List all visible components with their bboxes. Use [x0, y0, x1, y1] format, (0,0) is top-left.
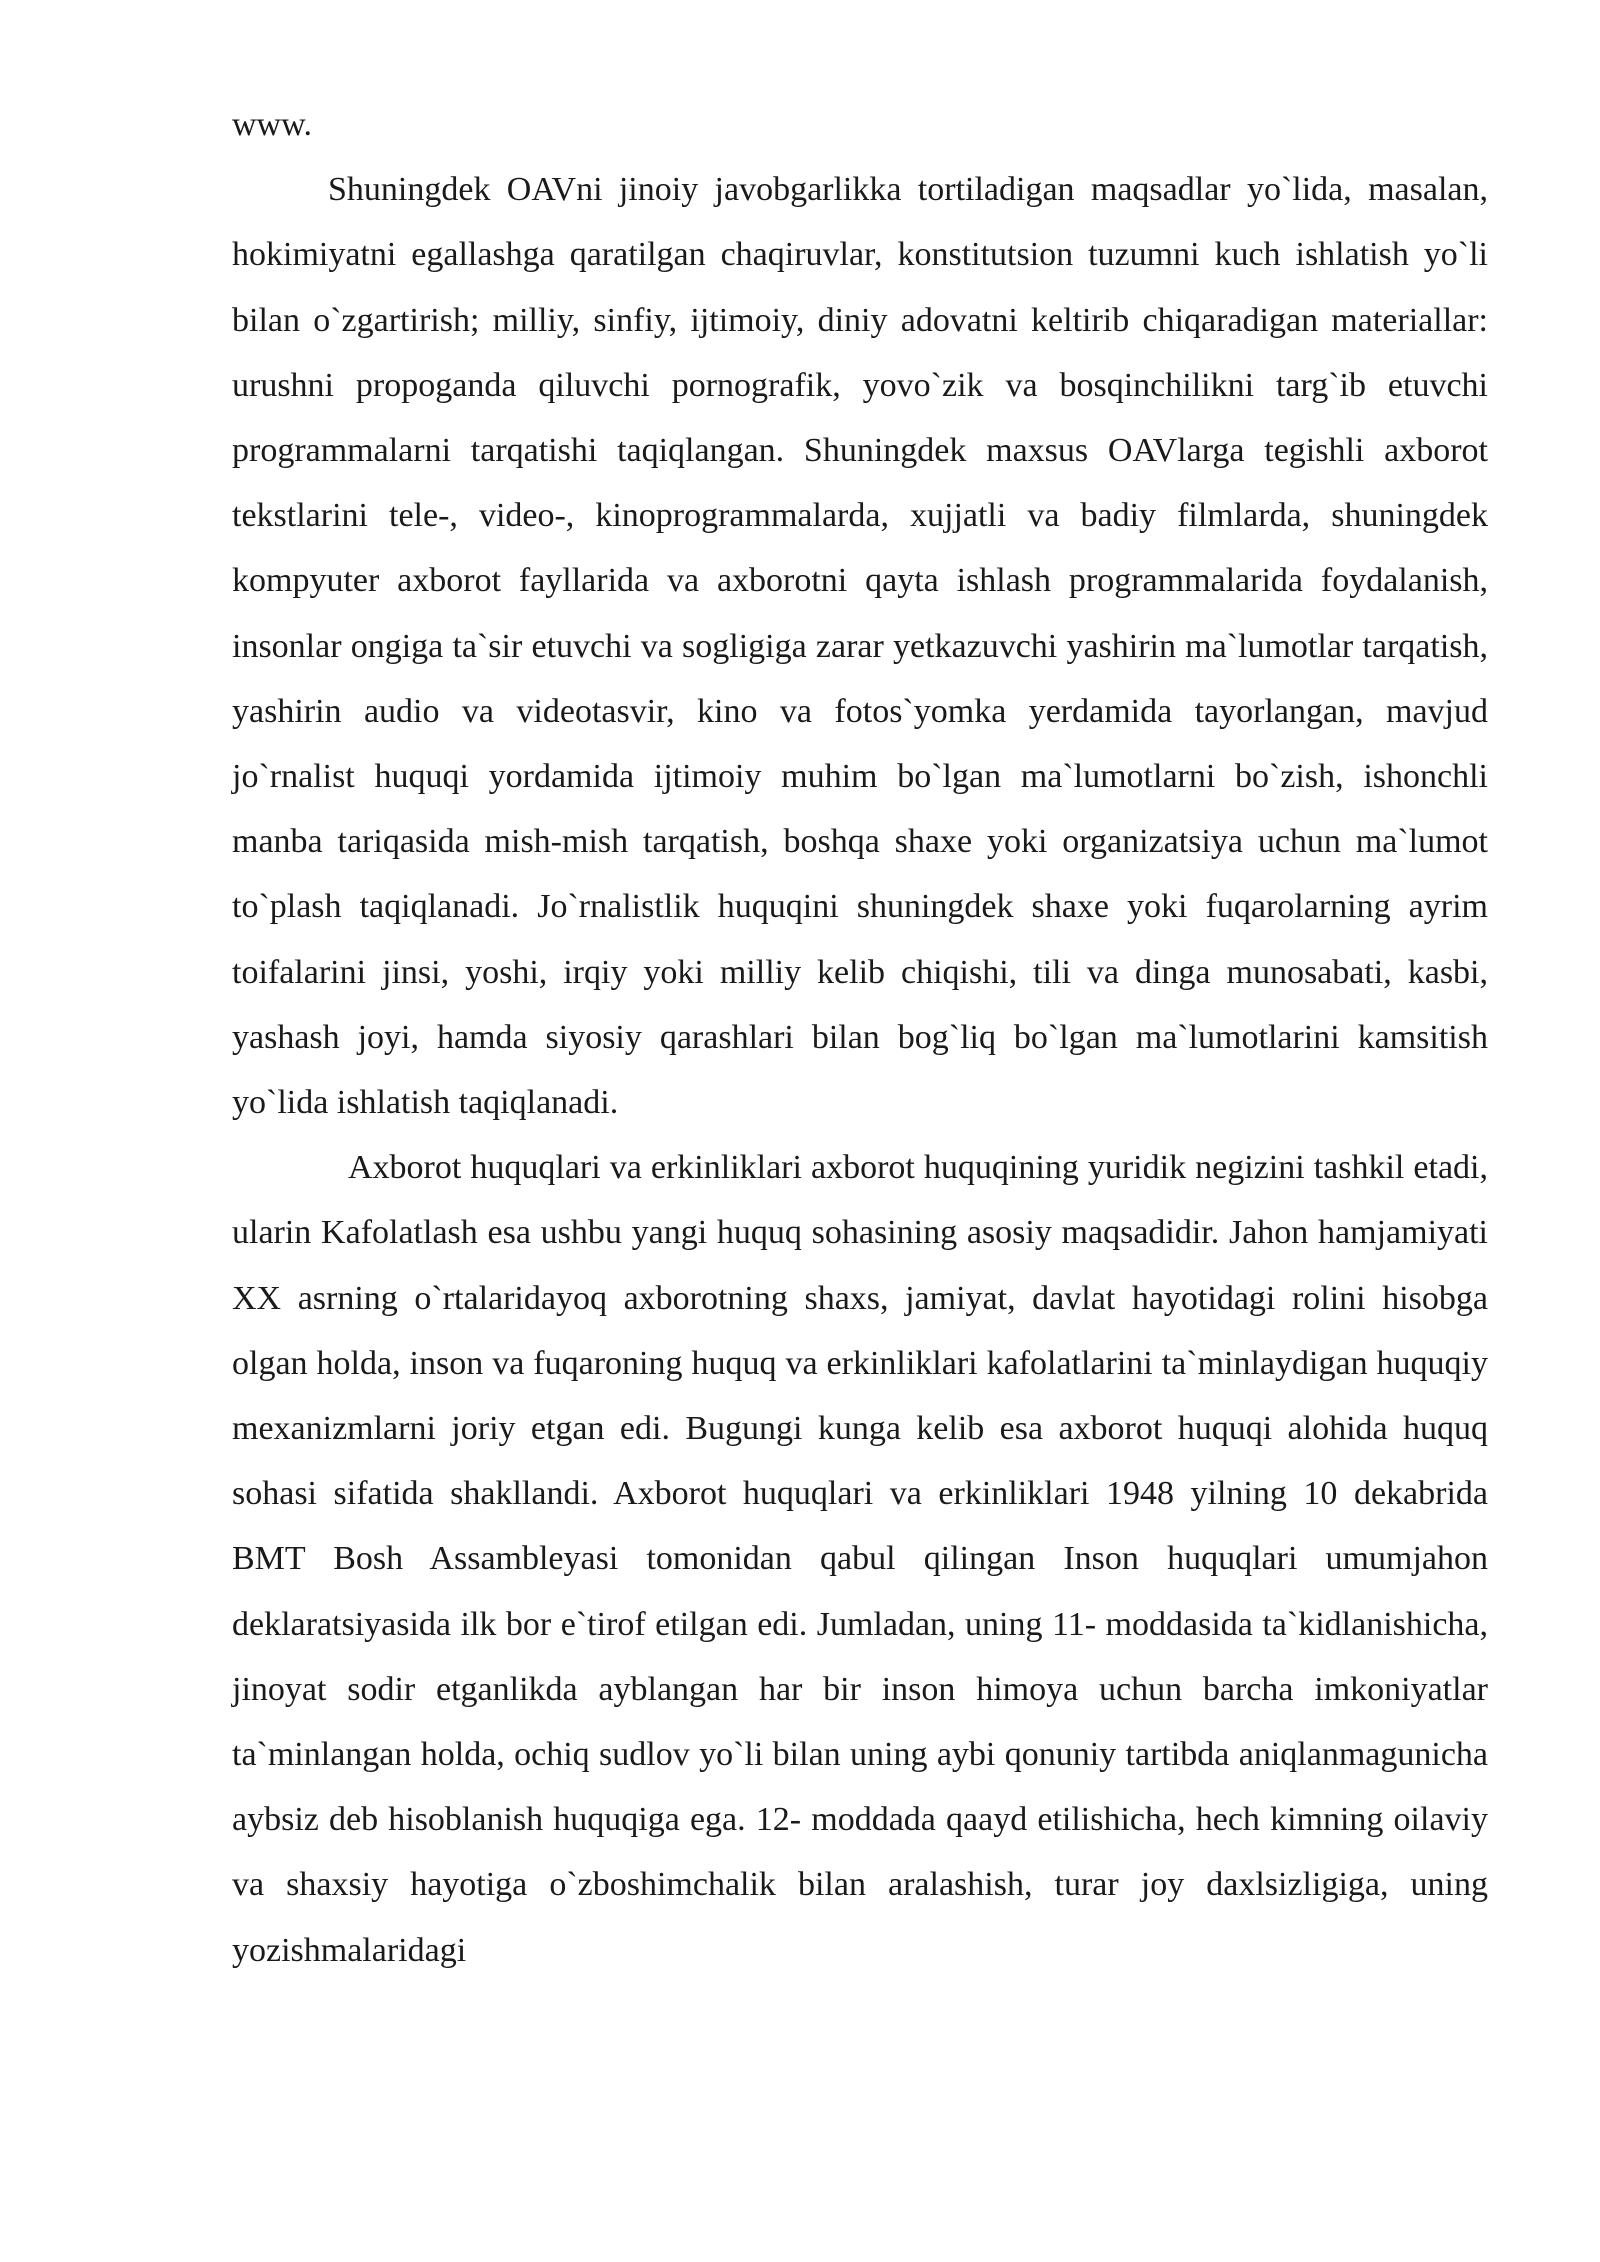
- paragraph-information-rights: Axborot huquqlari va erkinliklari axborot huquqining yuridik negizini tashkil etadi, ularin Kafolatlash esa ushbu yangi huquq sohasining asosiy maqsadidir. Jahon hamjamiyati XX asrning o`rtalaridayoq axborotning shaxs, jamiyat, davlat hayotidagi rolini hisobga olgan holda, inson va fuqaroning huquq va erkinliklari kafolatlarini ta`minlaydigan huquqiy mexanizmlarni joriy etgan edi. Bugungi kunga kelib esa axborot huquqi alohida huquq sohasi sifatida shakllandi. Axborot huquqlari va erkinliklari 1948 yilning 10 dekabrida BMT Bosh Assambleyasi tomonidan qabul qilingan Inson huquqlari umumjahon deklaratsiyasida ilk bor e`tirof etilgan edi. Jumladan, uning 11- moddasida ta`kidlanishicha, jinoyat sodir etganlikda ayblangan har bir inson himoya uchun barcha imkoniyatlar ta`minlangan holda, ochiq sudlov yo`li bilan uning aybi qonuniy tartibda aniqlanmagunicha aybsiz deb hisoblanish huquqiga ega. 12- moddada qaayd etilishicha, hech kimning oilaviy va shaxsiy hayotiga o`zboshimchalik bilan aralashish, turar joy daxlsizligiga, uning yozishmalaridagi: [232, 1149, 1488, 1969]
- paragraph-oav-restrictions: Shuningdek OAVni jinoiy javobgarlikka tortiladigan maqsadlar yo`lida, masalan, hokimiyatni egallashga qaratilgan chaqiruvlar, konstitutsion tuzumni kuch ishlatish yo`li bilan o`zgartirish; milliy, sinfiy, ijtimoiy, diniy adovatni keltirib chiqaradigan materiallar: urushni propoganda qiluvchi pornografik, yovo`zik va bosqinchilikni targ`ib etuvchi programmalarni tarqatishi taqiqlangan. Shuningdek maxsus OAVlarga tegishli axborot tekstlarini tele-, video-, kinoprogrammalarda, xujjatli va badiy filmlarda, shuningdek kompyuter axborot fayllarida va axborotni qayta ishlash programmalarida foydalanish, insonlar ongiga ta`sir etuvchi va sogligiga zarar yetkazuvchi yashirin ma`lumotlar tarqatish, yashirin audio va videotasvir, kino va fotos`yomka yerdamida tayorlangan, mavjud jo`rnalist huquqi yordamida ijtimoiy muhim bo`lgan ma`lumotlarni bo`zish, ishonchli manba tariqasida mish-mish tarqatish, boshqa shaxe yoki organizatsiya uchun ma`lumot to`plash taqiqlanadi. Jo`rnalistlik huquqini shuningdek shaxe yoki fuqarolarning ayrim toifalarini jinsi, yoshi, irqiy yoki milliy kelib chiqishi, tili va dinga munosabati, kasbi, yashash joyi, hamda siyosiy qarashlari bilan bog`liq bo`lgan ma`lumotlarini kamsitish yo`lida ishlatish taqiqlanadi.: [232, 171, 1488, 1122]
- paragraph-continuation: www.: [232, 106, 312, 143]
- document-body: [232, 92, 1488, 1983]
